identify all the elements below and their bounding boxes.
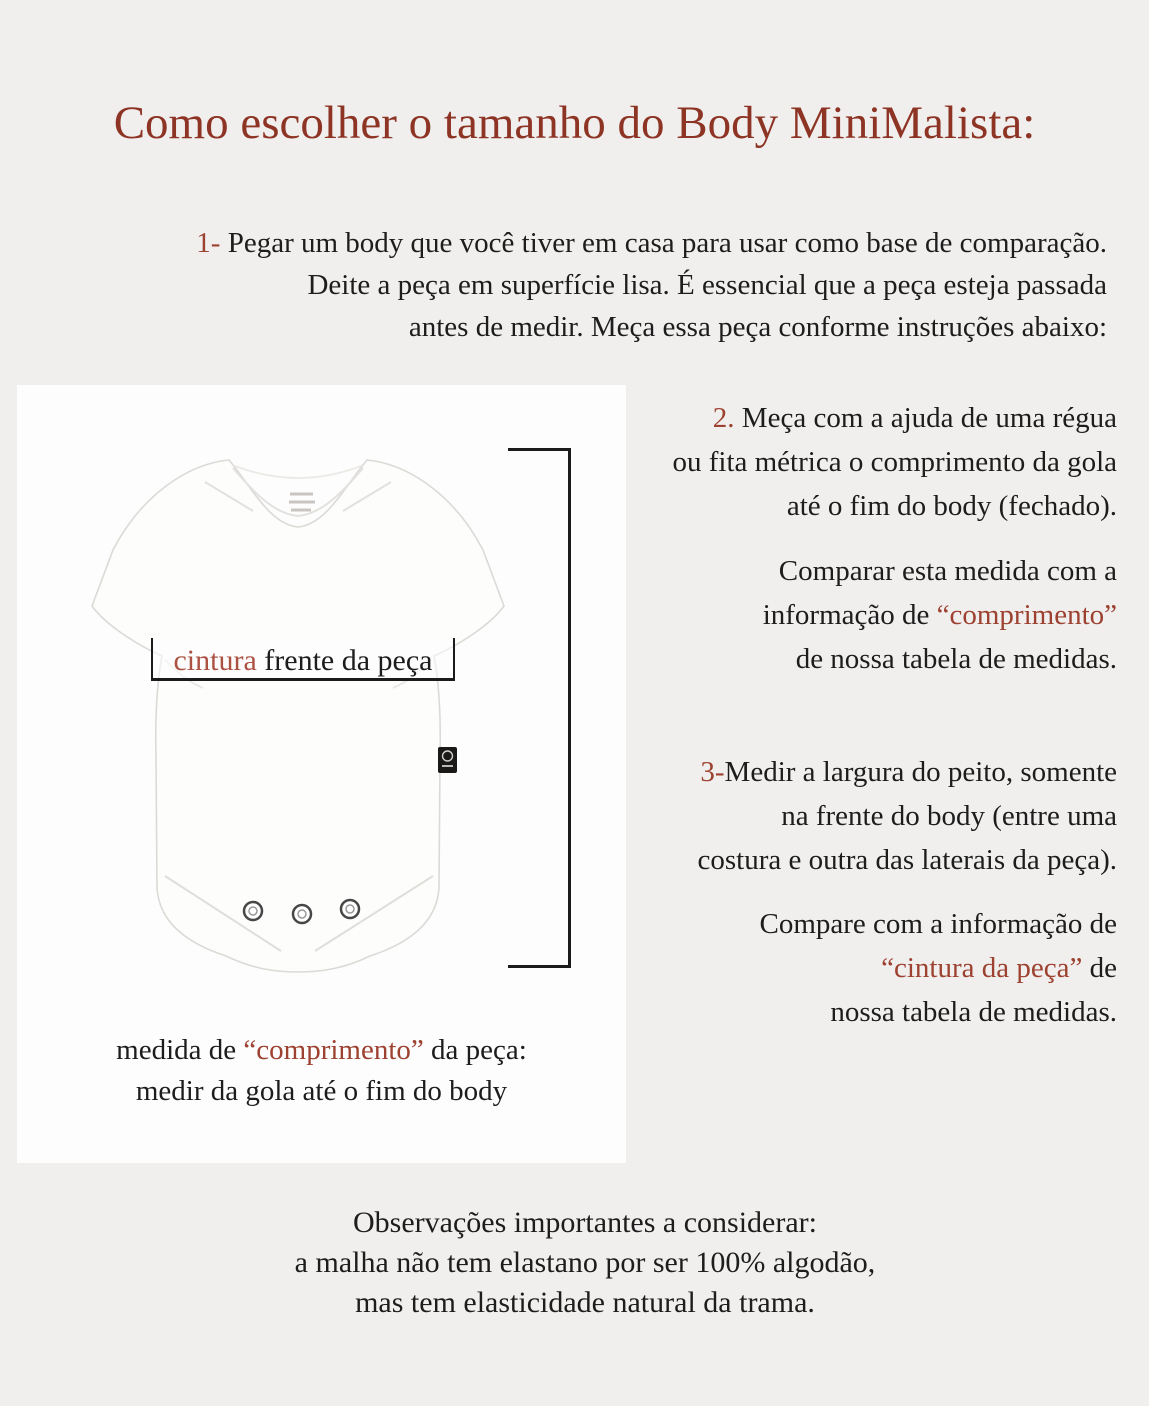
text-line: mas tem elasticidade natural da trama. [355, 1286, 815, 1319]
text-segment: Pegar um body que você tiver em casa para usar como base de comparação. [220, 227, 1107, 259]
comparison-comprimento-text [640, 549, 1117, 681]
brand-tag [438, 747, 457, 773]
text-line: Observações importantes a considerar: [353, 1206, 817, 1239]
step-number: 1- [196, 227, 221, 259]
length-measure-bracket [508, 448, 571, 968]
text-line: medir da gola até o fim do body [135, 1075, 508, 1107]
page-title: Como escolher o tamanho do Body MiniMalista: [113, 97, 1036, 149]
waist-measure-bracket [151, 638, 455, 681]
text-segment: de [1082, 952, 1117, 984]
waist-label [173, 644, 432, 678]
snap-button [244, 902, 262, 920]
step-number: 2. [712, 402, 735, 434]
text-segment: informação de [762, 599, 937, 631]
waist-label-highlight: cintura [173, 644, 257, 677]
text-segment: medida de [116, 1034, 244, 1066]
text-segment: Meça com a ajuda de uma régua [734, 402, 1117, 434]
text-line [640, 946, 1117, 990]
figure-caption [17, 1030, 626, 1112]
text-line: nossa tabela de medidas. [830, 996, 1117, 1028]
observations-note [20, 1203, 1149, 1323]
text-line: costura e outra das laterais da peça). [697, 844, 1117, 876]
snap-button [341, 900, 359, 918]
text-line: até o fim do body (fechado). [786, 490, 1117, 522]
text-line: Compare com a informação de [759, 908, 1117, 940]
comparison-cintura-text [640, 902, 1117, 1034]
text-segment: da peça: [423, 1034, 527, 1066]
measure-term-highlight: “comprimento” [936, 599, 1117, 631]
text-line [640, 750, 1117, 794]
bodysuit-outline [92, 460, 504, 972]
text-line [640, 396, 1117, 440]
caption-highlight: “comprimento” [243, 1034, 424, 1066]
text-line: antes de medir. Meça essa peça conforme instruções abaixo: [408, 311, 1107, 343]
snap-button [293, 905, 311, 923]
text-segment: Medir a largura do peito, somente [724, 756, 1117, 788]
measure-term-highlight: “cintura da peça” [881, 952, 1083, 984]
text-line: na frente do body (entre uma [781, 800, 1117, 832]
text-line: a malha não tem elastano por ser 100% algodão, [294, 1246, 876, 1279]
text-segment: frente da peça [256, 644, 433, 677]
instructions-column [640, 0, 1117, 1406]
text-line: Deite a peça em superfície lisa. É essencial que a peça esteja passada [307, 269, 1107, 301]
step-number: 3- [700, 756, 725, 788]
neck-label [289, 494, 315, 510]
text-line: de nossa tabela de medidas. [795, 643, 1117, 675]
baby-bodysuit-illustration [83, 448, 513, 975]
step-3-text [640, 750, 1117, 882]
text-line: Comparar esta medida com a [778, 555, 1117, 587]
text-line: ou fita métrica o comprimento da gola [672, 446, 1117, 478]
step-2-text [640, 396, 1117, 528]
text-line [640, 593, 1117, 637]
text-line [17, 1030, 626, 1071]
neckline-back-panel [235, 466, 361, 478]
figure-box [17, 385, 626, 1163]
